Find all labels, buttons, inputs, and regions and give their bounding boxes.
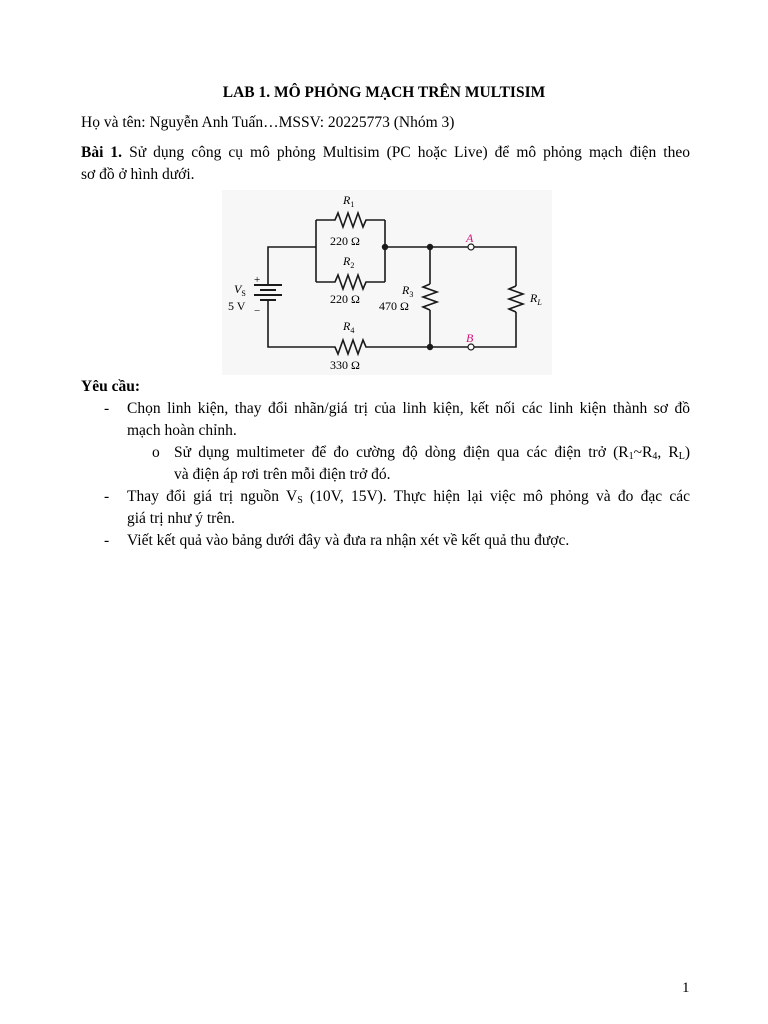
- exercise-label: Bài 1.: [81, 144, 123, 161]
- dash-2: -: [104, 488, 110, 505]
- exercise-line-1: [81, 142, 690, 164]
- circuit-svg: [222, 190, 552, 375]
- student-info: Họ và tên: Nguyễn Anh Tuấn…MSSV: 20225773 (Nhóm 3): [81, 114, 455, 131]
- bullet-o: o: [152, 444, 160, 461]
- page-number: 1: [682, 980, 690, 996]
- exercise-line-2: sơ đồ ở hình dưới.: [81, 166, 195, 183]
- page-title: LAB 1. MÔ PHỎNG MẠCH TRÊN MULTISIM: [222, 84, 546, 101]
- r3-label: $R_3$: [402, 283, 414, 299]
- requirement-1-line-2: mạch hoàn chỉnh.: [127, 422, 237, 439]
- r4-label: $R_4$: [343, 319, 355, 335]
- plus-sign: +: [254, 274, 261, 286]
- subrequirement-line-2: và điện áp rơi trên mỗi điện trở đó.: [174, 466, 391, 483]
- r3-value: 470 Ω: [379, 299, 409, 313]
- node-a-label: A: [466, 231, 474, 245]
- requirement-2-line-2: giá trị như ý trên.: [127, 510, 235, 527]
- r1-label: $R_1$: [343, 193, 355, 209]
- requirement-2-line-1: Thay đổi giá trị nguồn $V_S$ (10V, 15V). Thực hiện lại việc mô phỏng và đo đạc các: [127, 488, 691, 506]
- subrequirement-line-1: Sử dụng multimeter để đo cường độ dòng điện qua các điện trở ($R_1\sim R_4$, $R_L$): [174, 444, 690, 462]
- r2-label: $R_2$: [343, 254, 355, 270]
- exercise-text-1: Sử dụng công cụ mô phỏng Multisim (PC hoặc Live) để mô phỏng mạch điện theo: [129, 144, 690, 161]
- dash-1: -: [104, 400, 110, 417]
- node-b-label: B: [466, 331, 474, 345]
- vs-label: $V_S$: [234, 282, 246, 298]
- requirement-3: Viết kết quả vào bảng dưới đây và đưa ra nhận xét về kết quả thu được.: [127, 532, 570, 549]
- r4-value: 330 Ω: [330, 358, 360, 372]
- minus-sign: −: [254, 305, 261, 317]
- rl-label: $R_L$: [530, 291, 542, 307]
- dash-3: -: [104, 532, 110, 549]
- junction-dot-2: [427, 244, 433, 250]
- vs-value: 5 V: [228, 299, 246, 313]
- r2-value: 220 Ω: [330, 292, 360, 306]
- requirements-heading: Yêu cầu:: [81, 378, 140, 395]
- requirement-1-line-1: Chọn linh kiện, thay đổi nhãn/giá trị của linh kiện, kết nối các linh kiện thành sơ đồ: [127, 400, 690, 417]
- r1-value: 220 Ω: [330, 234, 360, 248]
- circuit-diagram: [222, 190, 552, 375]
- junction-dot-1: [382, 244, 388, 250]
- junction-dot-3: [427, 344, 433, 350]
